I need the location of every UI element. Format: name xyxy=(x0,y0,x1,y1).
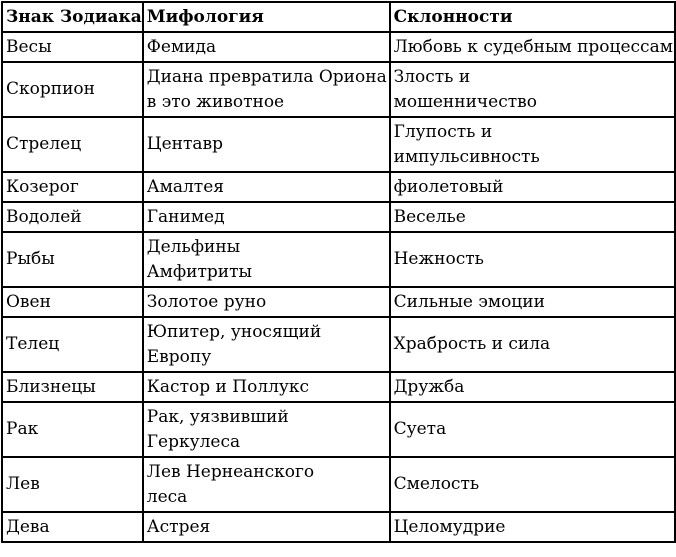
tendency-line: Сильные эмоции xyxy=(393,291,545,312)
tendency-line: Целомудрие xyxy=(393,516,506,537)
tendency-cell xyxy=(390,317,675,372)
mythology-cell xyxy=(143,62,390,117)
tendency-line: Смелость xyxy=(393,474,480,494)
mythology-cell xyxy=(143,32,390,62)
tendency-line: Дружба xyxy=(393,376,465,397)
table-row xyxy=(2,172,675,202)
mythology-line: Фемида xyxy=(146,36,217,57)
mythology-cell xyxy=(143,232,390,287)
tendency-line: Суета xyxy=(393,419,447,439)
tendency-line: импульсивность xyxy=(393,146,540,167)
mythology-line: Юпитер, уносящий xyxy=(146,321,322,342)
tendency-line: Нежность xyxy=(393,249,484,269)
mythology-line: Золотое руно xyxy=(146,291,267,312)
mythology-line: Амалтея xyxy=(146,176,224,197)
tendency-line: фиолетовый xyxy=(393,176,504,197)
table-row xyxy=(2,402,675,457)
sign-cell: Лев xyxy=(2,457,143,512)
table-row xyxy=(2,32,675,62)
mythology-line: Диана превратила Ориона xyxy=(146,66,387,87)
header-mythology: Мифология xyxy=(143,2,390,32)
sign-cell: Скорпион xyxy=(2,62,143,117)
tendency-cell xyxy=(390,512,675,542)
tendency-cell xyxy=(390,62,675,117)
mythology-line: Рак, уязвивший xyxy=(146,406,289,427)
sign-cell: Дева xyxy=(2,512,143,542)
tendency-line: Храбрость и сила xyxy=(393,334,551,354)
tendency-cell xyxy=(390,172,675,202)
sign-cell: Рыбы xyxy=(2,232,143,287)
mythology-cell xyxy=(143,317,390,372)
tendency-cell xyxy=(390,232,675,287)
tendency-line: Любовь к судебным процессам xyxy=(393,36,673,57)
tendency-line: Злость и xyxy=(393,66,471,87)
zodiac-table xyxy=(1,1,676,543)
sign-cell: Рак xyxy=(2,402,143,457)
mythology-cell xyxy=(143,287,390,317)
table-row xyxy=(2,287,675,317)
mythology-cell xyxy=(143,372,390,402)
tendency-cell xyxy=(390,117,675,172)
mythology-line: Дельфины xyxy=(146,236,241,257)
header-sign: Знак Зодиака xyxy=(2,2,143,32)
table-row xyxy=(2,232,675,287)
mythology-line: в это животное xyxy=(146,91,285,112)
mythology-line: Амфитриты xyxy=(146,261,253,282)
tendency-line: Веселье xyxy=(393,206,466,227)
mythology-line: Лев Нернеанского xyxy=(146,461,315,482)
mythology-line: Кастор и Поллукс xyxy=(146,376,310,397)
mythology-line: Ганимед xyxy=(146,206,225,227)
tendency-cell xyxy=(390,202,675,232)
sign-cell: Козерог xyxy=(2,172,143,202)
mythology-cell xyxy=(143,512,390,542)
mythology-cell xyxy=(143,402,390,457)
tendency-cell xyxy=(390,402,675,457)
sign-cell: Стрелец xyxy=(2,117,143,172)
mythology-line: Европу xyxy=(146,346,212,367)
table-row xyxy=(2,62,675,117)
mythology-line: Центавр xyxy=(146,134,223,154)
table-row xyxy=(2,512,675,542)
header-row xyxy=(2,2,675,32)
sign-cell: Овен xyxy=(2,287,143,317)
mythology-cell xyxy=(143,202,390,232)
tendency-line: мошенничество xyxy=(393,91,537,112)
mythology-line: Геркулеса xyxy=(146,431,241,452)
tendency-line: Глупость и xyxy=(393,121,493,142)
mythology-line: Астрея xyxy=(146,516,211,537)
mythology-cell xyxy=(143,172,390,202)
tendency-cell xyxy=(390,372,675,402)
table-row xyxy=(2,202,675,232)
mythology-line: леса xyxy=(146,486,188,507)
sign-cell: Водолей xyxy=(2,202,143,232)
tendency-cell xyxy=(390,457,675,512)
table-row xyxy=(2,117,675,172)
mythology-cell xyxy=(143,117,390,172)
header-tendencies: Склонности xyxy=(390,2,675,32)
sign-cell: Весы xyxy=(2,32,143,62)
table-row xyxy=(2,457,675,512)
tendency-cell xyxy=(390,287,675,317)
tendency-cell xyxy=(390,32,675,62)
sign-cell: Телец xyxy=(2,317,143,372)
table-row xyxy=(2,317,675,372)
mythology-cell xyxy=(143,457,390,512)
table-row xyxy=(2,372,675,402)
sign-cell: Близнецы xyxy=(2,372,143,402)
